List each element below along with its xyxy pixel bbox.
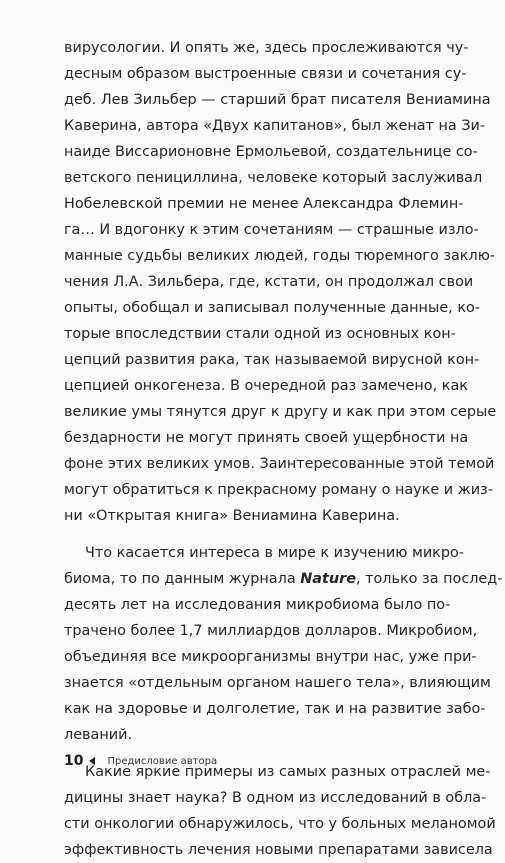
paragraph-3 (64, 759, 496, 863)
running-title: Предисловие автора (107, 755, 218, 767)
text-line: деб. Лев Зильбер — старший брат писателя Вениамина (64, 92, 491, 108)
body-text (64, 35, 503, 863)
text-line: ветского пенициллина, человеке который заслуживал (64, 170, 483, 186)
text-line: Что касается интереса в мире к изучению микро- (85, 545, 464, 561)
journal-name: Nature (300, 571, 356, 587)
text-line: знается «отдельным органом нашего тела», влияющим (64, 675, 491, 691)
text-line: дицины знает наука? В одном из исследований в обла- (64, 790, 487, 806)
text-line: бездарности не могут принять своей ущербности на (64, 430, 469, 446)
text-line: га… И вдогонку к этим сочетаниям — страшные изло- (64, 222, 479, 238)
text-line: десять лет на исследования микробиома было по- (64, 597, 451, 613)
text-line: Нобелевской премии не менее Александра Флемин- (64, 196, 464, 212)
text-segment: биома, то по данным журнала (64, 571, 301, 587)
text-line: эффективность лечения новыми препаратами зависела (64, 842, 493, 858)
text-line: великие умы тянутся друг к другу и как при этом серые (64, 404, 497, 420)
text-line: леваний. (64, 727, 133, 743)
page-footer (64, 753, 217, 769)
text-line: Какие яркие примеры из самых разных отраслей ме- (85, 764, 491, 780)
text-line: трачено более 1,7 миллиардов долларов. Микробиом, (64, 623, 478, 639)
text-line: ни «Открытая книга» Вениамина Каверина. (64, 508, 400, 524)
text-segment: , только за послед- (355, 571, 503, 587)
text-line: фоне этих великих умов. Заинтересованные этой темой (64, 456, 495, 472)
text-line: цепций развития рака, так называемой вирусной кон- (64, 352, 480, 368)
text-line: вирусологии. И опять же, здесь прослеживаются чу- (64, 40, 469, 56)
text-line: десным образом выстроенные связи и сочетания су- (64, 66, 467, 82)
text-line-with-journal (64, 566, 503, 592)
text-line: торые впоследствии стали одной из основных кон- (64, 326, 456, 342)
text-line: объединяя все микроорганизмы внутри нас, уже при- (64, 649, 477, 665)
text-line: чения Л.А. Зильбера, где, кстати, он продолжал свои (64, 274, 474, 290)
text-line: цепцией онкогенеза. В очередной раз замечено, как (64, 378, 468, 394)
page-number: 10 (64, 753, 84, 769)
text-line: опыты, обобщал и записывал полученные данные, ко- (64, 300, 481, 316)
text-line: могут обратиться к прекрасному роману о науке и жиз- (64, 482, 493, 498)
paragraph-2 (64, 540, 503, 748)
left-triangle-icon (89, 757, 95, 765)
text-line: наиде Виссарионовне Ермольевой, создательнице со- (64, 144, 478, 160)
paragraph-1 (64, 35, 497, 529)
text-line: Каверина, автора «Двух капитанов», был женат на Зи- (64, 118, 486, 134)
text-line: манные судьбы великих людей, годы тюремного заклю- (64, 248, 496, 264)
text-line: сти онкологии обнаружилось, что у больных меланомой (64, 816, 496, 832)
text-line: как на здоровье и долголетие, так и на развитие забо- (64, 701, 486, 717)
